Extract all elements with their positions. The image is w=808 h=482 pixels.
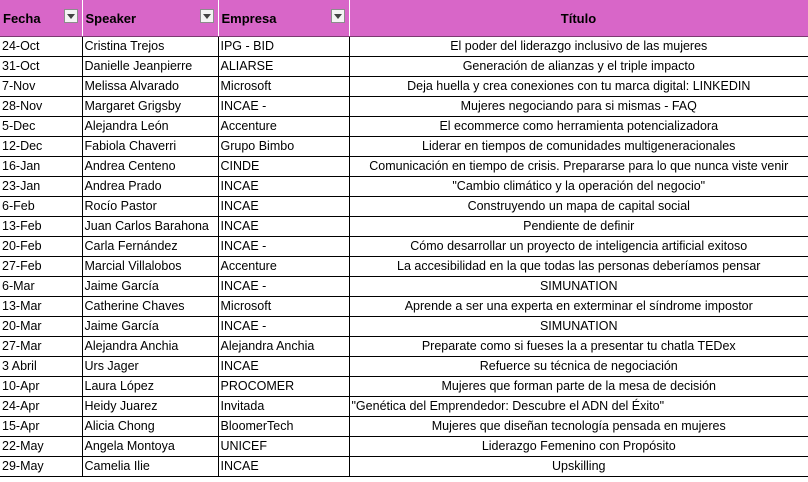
cell-speaker[interactable]: Angela Montoya — [82, 437, 218, 457]
cell-speaker[interactable]: Heidy Juarez — [82, 397, 218, 417]
cell-empresa[interactable]: Invitada — [218, 397, 349, 417]
table-row — [0, 317, 808, 337]
cell-speaker[interactable]: Jaime García — [82, 317, 218, 337]
cell-titulo[interactable]: Comunicación en tiempo de crisis. Prepararse para lo que nunca viste venir — [349, 157, 808, 177]
table-row — [0, 277, 808, 297]
table-row — [0, 457, 808, 477]
cell-empresa[interactable]: INCAE - — [218, 317, 349, 337]
table-row — [0, 377, 808, 397]
cell-fecha[interactable]: 13-Feb — [0, 217, 82, 237]
cell-titulo[interactable]: Cómo desarrollar un proyecto de inteligencia artificial exitoso — [349, 237, 808, 257]
table-body — [0, 37, 808, 477]
cell-speaker[interactable]: Laura López — [82, 377, 218, 397]
filter-dropdown-speaker[interactable] — [200, 9, 214, 23]
filter-dropdown-fecha[interactable] — [64, 9, 78, 23]
cell-empresa[interactable]: UNICEF — [218, 437, 349, 457]
cell-empresa[interactable]: INCAE — [218, 177, 349, 197]
cell-empresa[interactable]: INCAE — [218, 197, 349, 217]
table-row — [0, 357, 808, 377]
header-row — [0, 0, 808, 37]
cell-speaker[interactable]: Danielle Jeanpierre — [82, 57, 218, 77]
cell-speaker[interactable]: Marcial Villalobos — [82, 257, 218, 277]
cell-empresa[interactable]: INCAE - — [218, 237, 349, 257]
cell-empresa[interactable]: INCAE — [218, 217, 349, 237]
cell-titulo[interactable]: Liderar en tiempos de comunidades multigeneracionales — [349, 137, 808, 157]
cell-titulo[interactable]: SIMUNATION — [349, 277, 808, 297]
cell-speaker[interactable]: Andrea Centeno — [82, 157, 218, 177]
cell-titulo[interactable]: El poder del liderazgo inclusivo de las mujeres — [349, 37, 808, 57]
cell-fecha[interactable]: 3 Abril — [0, 357, 82, 377]
cell-empresa[interactable]: INCAE — [218, 357, 349, 377]
cell-empresa[interactable]: PROCOMER — [218, 377, 349, 397]
cell-empresa[interactable]: INCAE — [218, 457, 349, 477]
column-header-speaker[interactable] — [82, 0, 218, 37]
column-header-empresa[interactable] — [218, 0, 349, 37]
cell-titulo[interactable]: Mujeres que diseñan tecnología pensada en mujeres — [349, 417, 808, 437]
cell-speaker[interactable]: Alicia Chong — [82, 417, 218, 437]
cell-empresa[interactable]: INCAE - — [218, 277, 349, 297]
cell-titulo[interactable]: Upskilling — [349, 457, 808, 477]
cell-fecha[interactable]: 24-Oct — [0, 37, 82, 57]
cell-speaker[interactable]: Urs Jager — [82, 357, 218, 377]
cell-fecha[interactable]: 20-Mar — [0, 317, 82, 337]
cell-fecha[interactable]: 28-Nov — [0, 97, 82, 117]
cell-speaker[interactable]: Cristina Trejos — [82, 37, 218, 57]
cell-empresa[interactable]: Alejandra Anchia — [218, 337, 349, 357]
cell-empresa[interactable]: Accenture — [218, 117, 349, 137]
cell-empresa[interactable]: Accenture — [218, 257, 349, 277]
cell-titulo[interactable]: El ecommerce como herramienta potencializadora — [349, 117, 808, 137]
cell-fecha[interactable]: 29-May — [0, 457, 82, 477]
chevron-down-icon — [67, 14, 75, 19]
column-header-fecha[interactable] — [0, 0, 82, 37]
cell-fecha[interactable]: 6-Mar — [0, 277, 82, 297]
cell-titulo[interactable]: Mujeres que forman parte de la mesa de decisión — [349, 377, 808, 397]
cell-titulo[interactable]: Construyendo un mapa de capital social — [349, 197, 808, 217]
cell-empresa[interactable]: Grupo Bimbo — [218, 137, 349, 157]
cell-titulo[interactable]: Deja huella y crea conexiones con tu marca digital: LINKEDIN — [349, 77, 808, 97]
cell-speaker[interactable]: Catherine Chaves — [82, 297, 218, 317]
cell-empresa[interactable]: Microsoft — [218, 297, 349, 317]
cell-speaker[interactable]: Alejandra Anchia — [82, 337, 218, 357]
cell-speaker[interactable]: Margaret Grigsby — [82, 97, 218, 117]
cell-titulo[interactable]: SIMUNATION — [349, 317, 808, 337]
table-row — [0, 297, 808, 317]
cell-empresa[interactable]: CINDE — [218, 157, 349, 177]
cell-titulo[interactable]: Preparate como si fueses la a presentar tu chatla TEDex — [349, 337, 808, 357]
cell-speaker[interactable]: Camelia Ilie — [82, 457, 218, 477]
column-header-label: Fecha — [3, 10, 41, 26]
cell-fecha[interactable]: 15-Apr — [0, 417, 82, 437]
cell-empresa[interactable]: BloomerTech — [218, 417, 349, 437]
cell-speaker[interactable]: Fabiola Chaverri — [82, 137, 218, 157]
cell-speaker[interactable]: Melissa Alvarado — [82, 77, 218, 97]
cell-speaker[interactable]: Rocío Pastor — [82, 197, 218, 217]
table-row — [0, 137, 808, 157]
table-row — [0, 257, 808, 277]
table-row — [0, 337, 808, 357]
cell-titulo[interactable]: La accesibilidad en la que todas las personas deberíamos pensar — [349, 257, 808, 277]
table-row — [0, 397, 808, 417]
cell-titulo[interactable]: Generación de alianzas y el triple impacto — [349, 57, 808, 77]
cell-empresa[interactable]: INCAE - — [218, 97, 349, 117]
cell-empresa[interactable]: Microsoft — [218, 77, 349, 97]
chevron-down-icon — [334, 14, 342, 19]
cell-fecha[interactable]: 10-Apr — [0, 377, 82, 397]
table-row — [0, 157, 808, 177]
cell-titulo[interactable]: Liderazgo Femenino con Propósito — [349, 437, 808, 457]
filter-dropdown-empresa[interactable] — [331, 9, 345, 23]
cell-fecha[interactable]: 16-Jan — [0, 157, 82, 177]
cell-speaker[interactable]: Andrea Prado — [82, 177, 218, 197]
cell-fecha[interactable]: 27-Feb — [0, 257, 82, 277]
cell-titulo[interactable]: Mujeres negociando para si mismas - FAQ — [349, 97, 808, 117]
cell-speaker[interactable]: Carla Fernández — [82, 237, 218, 257]
cell-empresa[interactable]: IPG - BID — [218, 37, 349, 57]
cell-titulo[interactable]: Pendiente de definir — [349, 217, 808, 237]
cell-fecha[interactable]: 24-Apr — [0, 397, 82, 417]
table-row — [0, 77, 808, 97]
table-row — [0, 217, 808, 237]
cell-fecha[interactable]: 6-Feb — [0, 197, 82, 217]
cell-titulo[interactable]: "Genética del Emprendedor: Descubre el ADN del Éxito" — [349, 397, 808, 417]
table-row — [0, 57, 808, 77]
cell-speaker[interactable]: Jaime García — [82, 277, 218, 297]
table-row — [0, 237, 808, 257]
cell-fecha[interactable]: 31-Oct — [0, 57, 82, 77]
cell-fecha[interactable]: 7-Nov — [0, 77, 82, 97]
cell-fecha[interactable]: 27-Mar — [0, 337, 82, 357]
table-row — [0, 197, 808, 217]
table-row — [0, 177, 808, 197]
column-header-titulo[interactable] — [349, 0, 808, 37]
cell-empresa[interactable]: ALIARSE — [218, 57, 349, 77]
cell-titulo[interactable]: "Cambio climático y la operación del negocio" — [349, 177, 808, 197]
table-row — [0, 437, 808, 457]
cell-fecha[interactable]: 20-Feb — [0, 237, 82, 257]
table-row — [0, 37, 808, 57]
column-header-label: Speaker — [85, 10, 137, 26]
cell-fecha[interactable]: 12-Dec — [0, 137, 82, 157]
cell-fecha[interactable]: 5-Dec — [0, 117, 82, 137]
cell-titulo[interactable]: Aprende a ser una experta en exterminar el síndrome impostor — [349, 297, 808, 317]
cell-fecha[interactable]: 22-May — [0, 437, 82, 457]
chevron-down-icon — [203, 14, 211, 19]
cell-speaker[interactable]: Alejandra León — [82, 117, 218, 137]
table-row — [0, 417, 808, 437]
cell-speaker[interactable]: Juan Carlos Barahona — [82, 217, 218, 237]
column-header-label: Título — [560, 10, 597, 26]
cell-fecha[interactable]: 13-Mar — [0, 297, 82, 317]
table-row — [0, 97, 808, 117]
cell-titulo[interactable]: Refuerce su técnica de negociación — [349, 357, 808, 377]
table-row — [0, 117, 808, 137]
column-header-label: Empresa — [221, 10, 277, 26]
cell-fecha[interactable]: 23-Jan — [0, 177, 82, 197]
